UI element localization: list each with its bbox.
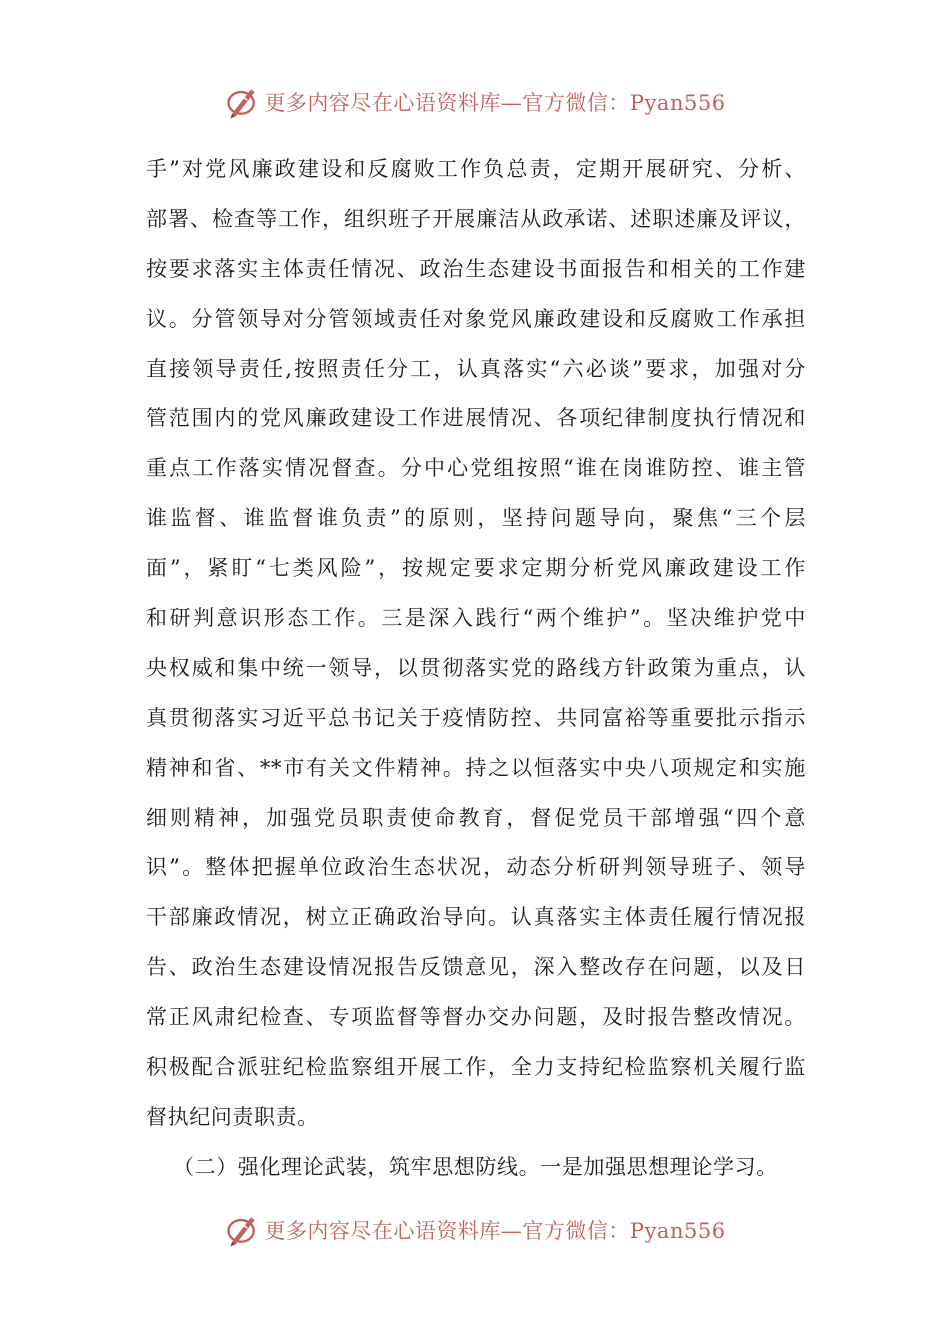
- text-line: 央权威和集中统一领导，以贯彻落实党的路线方针政策为重点，认: [146, 655, 806, 680]
- text-line: 管范围内的党风廉政建设工作进展情况、各项纪律制度执行情况和: [146, 406, 806, 431]
- text-line: 按要求落实主体责任情况、政治生态建设书面报告和相关的工作建: [146, 256, 806, 281]
- text-line: 干部廉政情况，树立正确政治导向。认真落实主体责任履行情况报: [146, 905, 806, 930]
- document-body: [146, 145, 806, 1193]
- watermark-header: [0, 80, 950, 124]
- text-line: 手”对党风廉政建设和反腐败工作负总责，定期开展研究、分析、: [146, 157, 806, 181]
- text-line: 直接领导责任,按照责任分工，认真落实“六必谈”要求，加强对分: [146, 356, 806, 381]
- section-heading-line: （二）强化理论武装，筑牢思想防线。一是加强思想理论学习。: [173, 1154, 778, 1179]
- text-line: 常正风肃纪检查、专项监督等督办交办问题，及时报告整改情况。: [146, 1005, 806, 1030]
- text-line: 告、政治生态建设情况报告反馈意见，深入整改存在问题，以及日: [146, 955, 806, 980]
- watermark-footer: [0, 1208, 950, 1252]
- text-line: 议。分管领导对分管领域责任对象党风廉政建设和反腐败工作承担: [146, 306, 806, 331]
- text-line: 识”。整体把握单位政治生态状况，动态分析研判领导班子、领导: [146, 855, 806, 880]
- text-line: 督执纪问责职责。: [146, 1104, 319, 1129]
- text-line: 精神和省、**市有关文件精神。持之以恒落实中央八项规定和实施: [146, 755, 806, 780]
- watermark-text: 更多内容尽在心语资料库—官方微信：Pyan556: [264, 91, 726, 115]
- text-line: 和研判意识形态工作。三是深入践行“两个维护”。坚决维护党中: [146, 606, 806, 631]
- text-line: 细则精神，加强党员职责使命教育，督促党员干部增强“四个意: [146, 805, 806, 830]
- watermark-text: 更多内容尽在心语资料库—官方微信：Pyan556: [264, 1219, 726, 1243]
- text-line: 真贯彻落实习近平总书记关于疫情防控、共同富裕等重要批示指示: [146, 705, 806, 730]
- pen-logo-icon: [224, 84, 260, 120]
- text-line: 重点工作落实情况督查。分中心党组按照“谁在岗谁防控、谁主管: [146, 456, 806, 481]
- text-line: 谁监督、谁监督谁负责”的原则，坚持问题导向，聚焦“三个层: [146, 506, 806, 531]
- text-line: 面”，紧盯“七类风险”，按规定要求定期分析党风廉政建设工作: [146, 556, 806, 581]
- pen-logo-icon: [224, 1212, 260, 1248]
- text-line: 积极配合派驻纪检监察组开展工作，全力支持纪检监察机关履行监: [146, 1055, 806, 1080]
- text-line: 部署、检查等工作，组织班子开展廉洁从政承诺、述职述廉及评议，: [146, 206, 806, 231]
